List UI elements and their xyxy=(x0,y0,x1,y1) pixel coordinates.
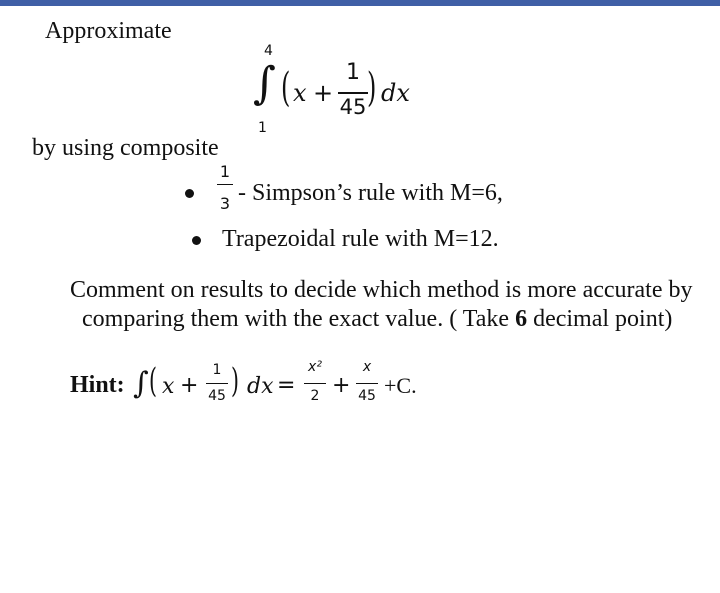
upper-limit: 4 xyxy=(264,43,273,59)
hint-integral-sign: ∫ xyxy=(133,366,149,401)
hint-rhs2-fraction-bar xyxy=(356,383,378,384)
hint-rhs1-numerator: x² xyxy=(308,359,322,375)
hint-equals-sign: = xyxy=(277,373,296,398)
intro-text: Approximate xyxy=(45,18,172,44)
hint-rhs2-numerator: x xyxy=(362,359,372,375)
hint-fraction-numerator: 1 xyxy=(212,362,222,378)
integral-sign: ∫ xyxy=(253,58,276,109)
lower-limit: 1 xyxy=(258,120,267,136)
hint-variable: x xyxy=(162,374,175,399)
simpson-fraction-bar xyxy=(217,184,233,185)
bullet-2 xyxy=(192,236,201,245)
comment-line-2 xyxy=(82,306,672,333)
hint-right-paren: ) xyxy=(231,361,239,401)
right-paren: ) xyxy=(367,65,377,111)
hint-rhs1-fraction-bar xyxy=(304,383,326,384)
comment-line-1: Comment on results to decide which method is more accurate by xyxy=(70,277,693,303)
left-paren: ( xyxy=(281,65,291,111)
header-bar xyxy=(0,0,720,6)
comment-line-2-end: decimal point) xyxy=(533,306,673,332)
simpson-fraction-numerator: 1 xyxy=(219,162,231,181)
hint-plus-sign-2: + xyxy=(332,373,351,398)
hint-fraction-denominator: 45 xyxy=(208,388,226,404)
hint-rhs1-denominator: 2 xyxy=(310,388,320,404)
comment-line-2-start: comparing them with the exact value. ( Take xyxy=(82,306,510,332)
by-using-text: by using composite xyxy=(32,135,219,161)
fraction-denominator: 45 xyxy=(339,95,367,119)
decimal-count: 6 xyxy=(515,306,528,332)
fraction-numerator: 1 xyxy=(346,60,360,85)
hint-left-paren: ( xyxy=(149,361,157,401)
hint-dx-term: dx xyxy=(247,374,274,399)
hint-rhs2-denominator: 45 xyxy=(358,388,376,404)
hint-fraction-bar xyxy=(206,383,228,384)
dx-term: dx xyxy=(381,79,410,107)
bullet-1 xyxy=(185,189,194,198)
fraction-bar xyxy=(338,92,368,94)
integrand-variable: x xyxy=(293,79,307,107)
trapezoidal-rule-text: Trapezoidal rule with M=12. xyxy=(222,226,499,252)
simpson-rule-text: - Simpson’s rule with M=6, xyxy=(238,180,503,206)
plus-sign: + xyxy=(313,79,334,107)
simpson-fraction-denominator: 3 xyxy=(219,194,231,213)
hint-plus-sign: + xyxy=(180,373,199,398)
hint-constant: +C. xyxy=(384,373,417,398)
hint-label: Hint: xyxy=(70,372,125,398)
